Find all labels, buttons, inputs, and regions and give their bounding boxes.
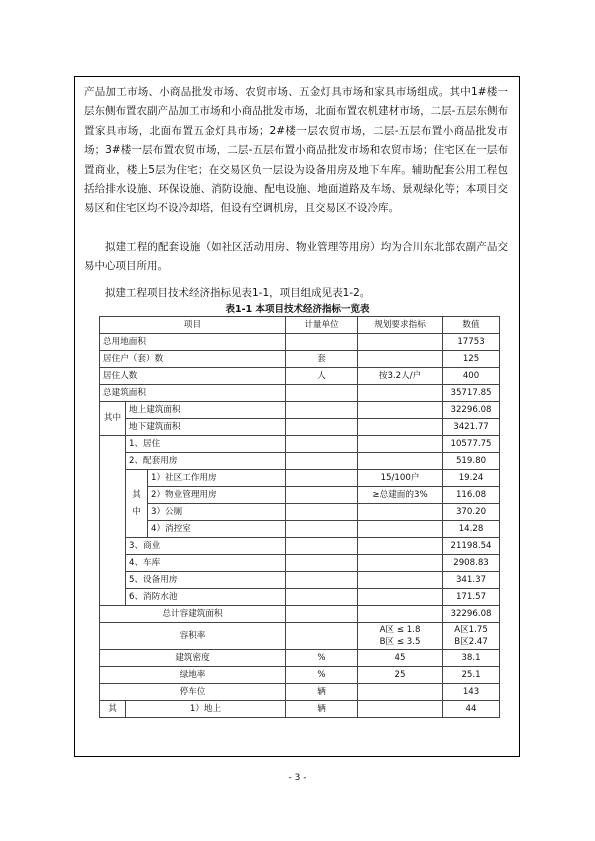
row-req (358, 589, 443, 606)
table-row (100, 572, 500, 589)
value-zone-b: B区2.47 (454, 637, 488, 647)
group-label-qizhong: 其中 (126, 470, 148, 538)
row-value: 143 (443, 684, 500, 701)
row-value: 400 (443, 368, 500, 385)
row-label: 地下建筑面积 (126, 419, 286, 436)
row-unit (286, 521, 358, 538)
row-req (358, 521, 443, 538)
row-req (358, 334, 443, 351)
row-value: 14.28 (443, 521, 500, 538)
row-label: 1）地上 (126, 701, 286, 718)
table-row (100, 623, 500, 650)
table-caption: 表1-1 本项目技术经济指标一览表 (225, 304, 370, 315)
row-label: 1）社区工作用房 (148, 470, 286, 487)
row-value: 3421.77 (443, 419, 500, 436)
table-row (100, 487, 500, 504)
row-value: 19.24 (443, 470, 500, 487)
table-row (100, 701, 500, 718)
row-req (358, 504, 443, 521)
table-row (100, 650, 500, 667)
row-unit (286, 334, 358, 351)
row-req (358, 572, 443, 589)
req-zone-a: A区 ≤ 1.8 (379, 625, 421, 635)
row-unit (286, 555, 358, 572)
blank-indent-cell (100, 436, 126, 606)
row-unit (286, 453, 358, 470)
row-unit: % (286, 650, 358, 667)
row-value-far (443, 623, 500, 650)
row-unit (286, 538, 358, 555)
row-req (358, 453, 443, 470)
row-unit (286, 470, 358, 487)
table-row (100, 684, 500, 701)
group-label-qi: 其 (100, 701, 126, 718)
paragraph-3: 拟建工程项目技术经济指标见表1-1，项目组成见表1-2。 (105, 287, 371, 299)
table-row (100, 589, 500, 606)
row-label: 容积率 (100, 623, 286, 650)
table-row (100, 419, 500, 436)
row-unit (286, 504, 358, 521)
row-unit (286, 606, 358, 623)
row-value: 171.57 (443, 589, 500, 606)
row-req: 45 (358, 650, 443, 667)
row-unit: % (286, 667, 358, 684)
row-label: 5、设备用房 (126, 572, 286, 589)
table-row (100, 351, 500, 368)
row-label: 建筑密度 (100, 650, 286, 667)
table-row (100, 504, 500, 521)
row-req: 15/100户 (358, 470, 443, 487)
row-req (358, 538, 443, 555)
row-label: 总计容建筑面积 (100, 606, 286, 623)
row-label: 总建筑面积 (100, 385, 286, 402)
header-unit: 计量单位 (286, 317, 358, 334)
row-value: 25.1 (443, 667, 500, 684)
row-req (358, 555, 443, 572)
row-unit (286, 589, 358, 606)
row-value: 44 (443, 701, 500, 718)
row-label: 3）公厕 (148, 504, 286, 521)
row-value: 35717.85 (443, 385, 500, 402)
row-label: 居住人数 (100, 368, 286, 385)
page-number: - 3 - (288, 773, 307, 783)
paragraph-2: 拟建工程的配套设施（如社区活动用房、物业管理等用房）均为合川东北部农副产品交易中心项目所用。 (84, 241, 508, 273)
group-label-qizhong: 其中 (100, 402, 126, 436)
row-value: 2908.83 (443, 555, 500, 572)
row-label: 居住户（套）数 (100, 351, 286, 368)
table-row (100, 334, 500, 351)
row-value: 370.20 (443, 504, 500, 521)
paragraph-1: 产品加工市场、小商品批发市场、农贸市场、五金灯具市场和家具市场组成。其中1#楼一层东侧布置农副产品加工市场和小商品批发市场，北面布置农机建材市场，二层-五层东侧布置家具市场，北面布置五金灯具市场；2#楼一层农贸市场，二层-五层布置小商品批发市场；3#楼一层布置农贸市场，二层-五层布置小商品批发市场和农贸市场；住宅区在一层布置商业，楼上5层为住宅；在交易区负一层设为设备用房及地下车库。辅助配套公用工程包括给排水设施、环保设施、消防设施、配电设施、地面道路及车场、景观绿化等；本项目交易区和住宅区均不设冷却塔，但设有空调机房，且交易区不设冷库。 (84, 86, 508, 215)
row-value: 519.80 (443, 453, 500, 470)
table-row (100, 667, 500, 684)
row-req (358, 419, 443, 436)
row-label: 停车位 (100, 684, 286, 701)
row-req (358, 351, 443, 368)
row-value: 21198.54 (443, 538, 500, 555)
row-unit: 辆 (286, 701, 358, 718)
table-row (100, 521, 500, 538)
row-req (358, 684, 443, 701)
row-label: 总用地面积 (100, 334, 286, 351)
row-unit (286, 572, 358, 589)
row-unit (286, 402, 358, 419)
row-unit: 套 (286, 351, 358, 368)
row-req: 25 (358, 667, 443, 684)
row-unit: 辆 (286, 684, 358, 701)
row-req (358, 402, 443, 419)
row-label: 绿地率 (100, 667, 286, 684)
value-zone-a: A区1.75 (454, 625, 488, 635)
row-label: 2）物业管理用房 (148, 487, 286, 504)
table-row (100, 368, 500, 385)
row-unit (286, 487, 358, 504)
table-header-row (100, 317, 500, 334)
row-label: 1、居住 (126, 436, 286, 453)
row-req (358, 385, 443, 402)
row-unit (286, 385, 358, 402)
row-unit (286, 623, 358, 650)
row-req (358, 701, 443, 718)
row-req: ≥总建面的3% (358, 487, 443, 504)
table-row (100, 436, 500, 453)
row-label: 地上建筑面积 (126, 402, 286, 419)
row-value: 125 (443, 351, 500, 368)
row-unit (286, 419, 358, 436)
table-row (100, 606, 500, 623)
row-value: 10577.75 (443, 436, 500, 453)
row-value: 17753 (443, 334, 500, 351)
row-req (358, 436, 443, 453)
row-label: 4）消控室 (148, 521, 286, 538)
row-unit (286, 436, 358, 453)
row-unit: 人 (286, 368, 358, 385)
table-row (100, 538, 500, 555)
header-value: 数值 (443, 317, 500, 334)
row-label: 3、商业 (126, 538, 286, 555)
row-value: 32296.08 (443, 606, 500, 623)
row-req: 按3.2人/户 (358, 368, 443, 385)
table-row (100, 385, 500, 402)
req-zone-b: B区 ≤ 3.5 (379, 637, 421, 647)
row-req (358, 606, 443, 623)
header-item: 项目 (100, 317, 286, 334)
row-label: 6、消防水池 (126, 589, 286, 606)
table-row (100, 470, 500, 487)
header-requirement: 规划要求指标 (358, 317, 443, 334)
row-value: 116.08 (443, 487, 500, 504)
row-label: 2、配套用房 (126, 453, 286, 470)
table-row (100, 402, 500, 419)
table-row (100, 555, 500, 572)
row-value: 341.37 (443, 572, 500, 589)
row-req-far (358, 623, 443, 650)
row-value: 38.1 (443, 650, 500, 667)
row-value: 32296.08 (443, 402, 500, 419)
table-row (100, 453, 500, 470)
tech-econ-indicator-table (99, 316, 500, 718)
row-label: 4、车库 (126, 555, 286, 572)
